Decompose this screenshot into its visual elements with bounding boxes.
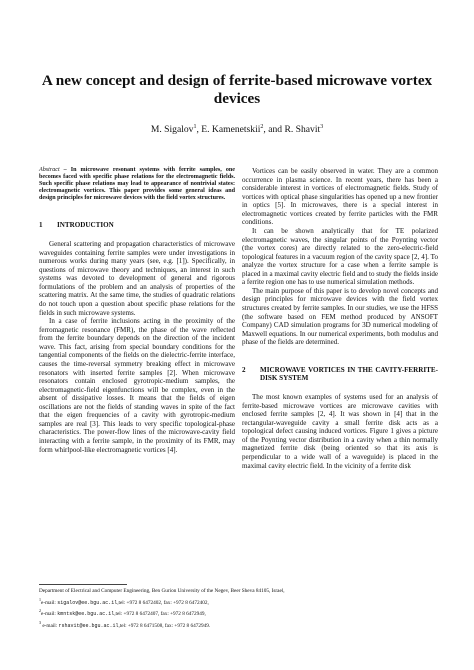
author-list [30,124,444,135]
section-2-heading [242,366,438,383]
section-2-number: 2 [242,365,246,374]
author-2: , E. Kamenetskii [196,124,261,136]
footnote-mark: 1 [39,596,41,602]
author-3-affiliation-mark: 3 [320,124,324,130]
section-1-title: INTRODUCTION [57,221,114,230]
left-column [39,167,235,454]
email-address: sigalov@ee.bgu.ac.il [57,599,118,606]
footnote-item [39,619,439,631]
footnote-mark: 3 [39,619,41,625]
body-paragraph: It can be shown analytically that for TE polarized electromagnetic waves, the singular points of the Poynting vector (the vortex cores) are directly related to the zero-electric-field topological features in a vacuum region of the cavity space [2, 4]. To analyze the vortex structure for a case when a ferrite sample is placed in a maximal cavity electric field and to study the fields inside a ferrite region one has to use numerical simulation methods. [242,226,438,287]
footnote-mark: 2 [39,608,41,614]
body-paragraph: Vortices can be easily observed in water. They are a common occurrence in plasma science. In recent years, there has been a considerable interest in vortices of electromagnetic fields. Study of vortices with optical phase singularities has opened up a new frontier in optics [5]. In microwaves, there is a special interest in electromagnetic vortices created by ferrite particles with the FMR conditions. [242,167,438,227]
intro-paragraph: In a case of ferrite inclusions acting in the proximity of the ferromagnetic resonance (FMR), the phase of the wave reflected from the ferrite boundary depends on the direction of the incident wave. This fact, arising from special boundary conditions for the tangential components of the fields on the dielectric-ferrite interface, causes the time-reversal symmetry breaking effect in microwave resonators with inserted ferrite samples [2]. When microwave resonators contain enclosed gyrotropic-medium samples, the electromagnetic-field eigenfunctions will be complex, even in the absent of dissipative losses. It means that the fields of eigen oscillations are not the fields of standing waves in spite of the fact that the eigen frequencies of a cavity with gyrotropic-medium samples are real [3]. This leads to very specific topological-phase characteristics. The power-flow lines of the microwave-cavity field interacting with a ferrite sample, in the proximity of its FMR, may form whirlpool-like electromagnetic vortices [4]. [39,317,235,454]
footnote-rule [39,584,127,585]
paper-title: A new concept and design of ferrite-based microwave vortex devices [41,72,433,107]
email-address: kmntsk@ee.bgu.ac.il [57,611,115,618]
contact-numbers: ,tel: +972 8 6472402, fax: +972 8 6472402, [117,599,209,606]
section-2-paragraph: The most known examples of systems used for an analysis of ferrite-based microwave vortices are microwave cavities with enclosed ferrite samples [2, 4]. It was shown in [4] that in the rectangular-waveguide cavity a small ferrite disk acts as a topological defect causing induced vortices. Figure 1 gives a picture of the Poynting vector distribution in a cavity when a thin normally magnetized ferrite disk (being oriented so that its axis is perpendicular to a wide wall of a waveguide) is placed in the maximal cavity electric field. In the vicinity of a ferrite disk [242,393,438,470]
author-1-affiliation-mark: 1 [193,124,197,130]
intro-paragraph: General scattering and propagation characteristics of microwave waveguides containing ferrite samples were under investigations in numerous works during many years (see, e.g. [1]). Specifically, in questions of microwave theory and techniques, an interest in such systems was devoted to development of general and rigorous formulations of the problem and an analysis of properties of the scattering matrix. At the same time, the studies of quadratic relations do not touch upon a question about specific phase relations for the fields in such microwave systems. [39,240,235,317]
right-column [242,167,438,470]
footnote-item [39,596,439,608]
footnotes [39,588,439,630]
email-address: rshavit@ee.bgu.ac.il [58,622,119,629]
contact-numbers: ,tel: +972 8 6472407, fax: +972 8 6472949, [114,611,206,618]
footnote-label: e-mail: [41,622,59,629]
footnote-label: e-mail: [41,599,58,606]
section-1-number: 1 [39,221,43,230]
footnote-label: e-mail: [41,611,58,618]
section-1-heading [39,221,235,230]
section-2-title: MICROWAVE VORTICES IN THE CAVITY-FERRITE-DISK SYSTEM [260,365,438,383]
abstract-text: – In microwave resonant systems with ferrite samples, one becomes faced with specific phase relations for the electromagnetic fields. Such specific phase relations may lead to appearance of nontrivial states: electromagnetic vortices. This paper provides some general ideas and design principles for microwave devices with the field vortex structures. [39,167,235,202]
abstract-lead: Abstract [39,167,60,173]
affiliation: Department of Electrical and Computer Engineering, Ben Gurion University of the Negev, Beer Sheva 84105, Israel, [39,588,285,594]
author-1: M. Sigalov [150,124,194,136]
author-3: , and R. Shavit [263,124,321,136]
abstract [39,167,235,202]
author-2-affiliation-mark: 2 [260,124,264,130]
body-paragraph: The main purpose of this paper is to develop novel concepts and design principles for microwave devices with the field vortex structures created by ferrite samples. In our studies, we use the HFSS (the software based on FEM method produced by ANSOFT Company) CAD simulation programs for 3D numerical modeling of Maxwell equations. In our numerical experiments, both modulus and phase of the fields are determined. [242,286,438,347]
footnote-item [39,607,439,619]
contact-numbers: ,tel: +972 8 6471508, fax: +972 8 6472949. [118,622,211,629]
